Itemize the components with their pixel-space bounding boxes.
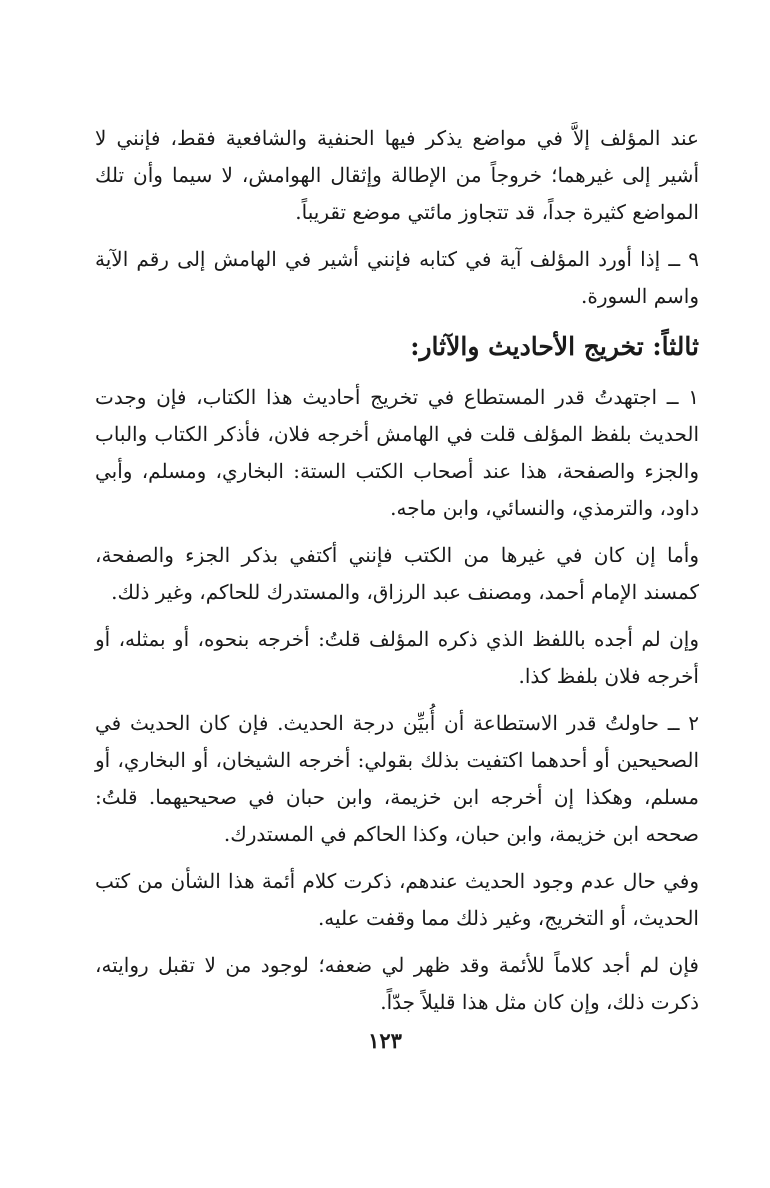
section-heading-hadith-takhrij: ثالثاً: تخريج الأحاديث والآثار: xyxy=(410,332,699,361)
paragraph-point-1-takhrij: ١ ــ اجتهدتُ قدر المستطاع في تخريج أحاديث هذا الكتاب، فإن وجدت الحديث بلفظ المؤلف قلت في الهامش أخرجه فلان، فأذكر الكتاب والباب والجزء والصفحة، هذا عند أصحاب الكتب الستة: البخاري، ومسلم، وأبي داود، والترمذي، والنسائي، وابن ماجه. xyxy=(95,385,699,520)
paragraph-imams-opinions: وفي حال عدم وجود الحديث عندهم، ذكرت كلام أئمة هذا الشأن من كتب الحديث، أو التخريج، وغير ذلك مما وقفت عليه. xyxy=(95,869,699,930)
paragraph-not-found-wording: وإن لم أجده باللفظ الذي ذكره المؤلف قلتُ: أخرجه بنحوه، أو بمثله، أو أخرجه فلان بلفظ كذا. xyxy=(95,627,699,688)
book-page xyxy=(95,120,699,1021)
page-number: ١٢٣ xyxy=(368,1028,402,1053)
paragraph-point-2-hadith-grade: ٢ ــ حاولتُ قدر الاستطاعة أن أُبيِّن درجة الحديث. فإن كان الحديث في الصحيحين أو أحدهما اكتفيت بذلك بقولي: أخرجه الشيخان، أو البخاري، أو مسلم، وهكذا إن أخرجه ابن خزيمة، وابن حبان في صحيحيهما. قلتُ: صححه ابن خزيمة، وابن حبان، وكذا الحاكم في المستدرك. xyxy=(95,711,699,846)
paragraph-other-books: وأما إن كان في غيرها من الكتب فإنني أكتفي بذكر الجزء والصفحة، كمسند الإمام أحمد، ومصنف عبد الرزاق، والمستدرك للحاكم، وغير ذلك. xyxy=(95,543,699,604)
paragraph-weak-narrator: فإن لم أجد كلاماً للأئمة وقد ظهر لي ضعفه؛ لوجود من لا تقبل روايته، ذكرت ذلك، وإن كان مثل هذا قليلاً جدّاً. xyxy=(95,953,699,1014)
paragraph-madhhab-note: عند المؤلف إلاَّ في مواضع يذكر فيها الحنفية والشافعية فقط، فإنني لا أشير إلى غيرهما؛ خروجاً من الإطالة وإثقال الهوامش، لا سيما وأن تلك المواضع كثيرة جداً، قد تتجاوز مائتي موضع تقريباً. xyxy=(95,126,699,224)
paragraph-point-9-quran-verses: ٩ ــ إذا أورد المؤلف آية في كتابه فإنني أشير في الهامش إلى رقم الآية واسم السورة. xyxy=(95,247,699,308)
